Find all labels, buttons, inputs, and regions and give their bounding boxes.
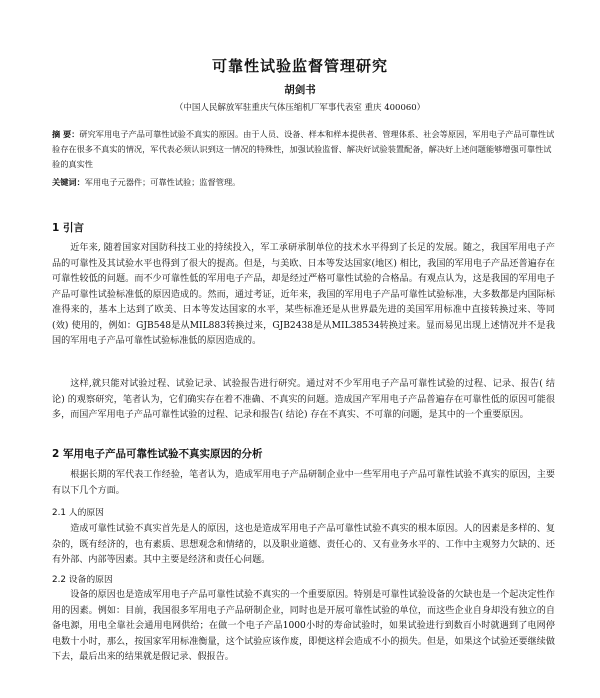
section-1-paragraph-2: 这样,就只能对试验过程、试验记录、试验报告进行研究。通过对不少军用电子产品可靠性试验的过程、记录、报告( 结论) 的观察研究，笔者认为，它们确实存在着不准确、不真实的问题。造成国产军用电子产品普遍存在可靠性低的原因可能很多，而国产军用电子产品可靠性试验的过程、记录和报告( 结论) 存在不真实、不可靠的问题，是其中的一个重要原因。 bbox=[52, 379, 555, 420]
section-2-1-paragraph: 造成可靠性试验不真实首先是人的原因，这也是造成军用电子产品可靠性试验不真实的根本原因。人的因素是多样的、复杂的，既有经济的，也有素质、思想观念和情绪的，以及职业道德、责任心的、又有业务水平的、工作中主观努力欠缺的、还有外部、内部等因素。其中主要是经济和责任心问题。 bbox=[52, 524, 555, 565]
abstract bbox=[52, 127, 555, 172]
section-1-paragraph-1: 近年来, 随着国家对国防科技工业的持续投入，军工承研承制单位的技术水平得到了长足的发展。随之，我国军用电子产品的可靠性及其试验水平也得到了很大的提高。但是，与美欧、日本等发达国家(地区) 相比，我国的军用电子产品还普遍存在可靠性较低的问题。而不少可靠性低的军用电子产品，却是经过严格可靠性试验的合格品。有观点认为，这是我国的军用电子产品可靠性试验标准低的原因造成的。然而，通过考证，近年来，我国的军用电子产品可靠性试验标准，大多数都是内国际标准得来的，基本上达到了欧美、日本等发达国家的水平，某些标准还是从世界最先进的美国军用标准中直接转换过来、等同(效) 使用的，例如：GJB548是从MIL883转换过来，GJB2438是从MIL38534转换过来。显而易见出现上述情况并不是我国的军用电子产品可靠性试验标准低的原因造成的。 bbox=[52, 243, 555, 346]
section-1-heading: 1 引言 bbox=[52, 222, 84, 234]
section-2-2-heading: 2.2 设备的原因 bbox=[52, 575, 113, 585]
abstract-text: 研究军用电子产品可靠性试验不真实的原因。由于人员、设备、样本和样本提供者、管理体系、社会等原因，军用电子产品可靠性试验存在很多不真实的情况，军代表必须认识到这一情况的特殊性，加强试验监督、解决好试验装置配备，解决好上述问题能够增强可靠性试验的真实性 bbox=[52, 129, 555, 169]
author-name: 胡剑书 bbox=[284, 84, 316, 96]
section-2-2-paragraph: 设备的原因也是造成军用电子产品可靠性试验不真实的一个重要原因。特别是可靠性试验设备的欠缺也是一个起决定性作用的因素。例如：目前，我国很多军用电子产品研制企业，同时也是开展可靠性试验的单位，而这些企业自身却没有独立的自备电源，用电全靠社会通用电网供给；在做一个电子产品1000小时的寿命试验时，如果试验进行到数百小时就遇到了电网停电数十小时，那么，按国家军用标准衡量，这个试验应该作废，即便这样会造成不小的损失。但是，如果这个试验还要继续做下去，最后出来的结果就是假记录、假报告。 bbox=[52, 590, 555, 662]
keywords-text: 军用电子元器件；可靠性试验；监督管理。 bbox=[84, 177, 241, 187]
section-2-1-heading: 2.1 人的原因 bbox=[52, 508, 104, 518]
section-2-heading: 2 军用电子产品可靠性试验不真实原因的分析 bbox=[52, 448, 263, 460]
abstract-label: 摘 要： bbox=[52, 129, 80, 139]
paper-title: 可靠性试验监督管理研究 bbox=[211, 57, 388, 75]
author-affiliation: （中国人民解放军驻重庆气体压缩机厂军事代表室 重庆 400060） bbox=[174, 103, 426, 113]
section-2-paragraph-1: 根据长期的军代表工作经验，笔者认为，造成军用电子产品研制企业中一些军用电子产品可靠性试验不真实的原因，主要有以下几个方面。 bbox=[52, 470, 555, 496]
keywords bbox=[52, 177, 555, 188]
keywords-label: 关键词： bbox=[52, 177, 85, 187]
